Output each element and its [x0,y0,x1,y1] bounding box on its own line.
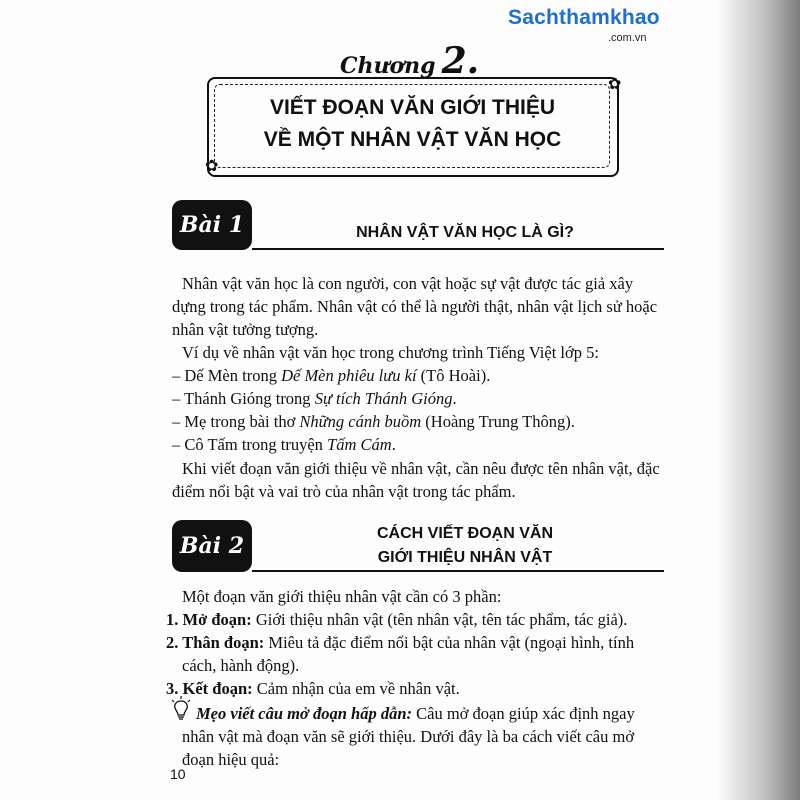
watermark-domain: .com.vn [608,32,647,44]
example-post: (Tô Hoài). [416,366,491,385]
lesson1-underline [252,248,664,250]
tip-line [196,702,635,725]
lesson2-heading [315,522,615,570]
intro-line: nhân vật tưởng tượng. [172,320,319,339]
intro-line: dựng trong tác phẩm. Nhân vật có thể là người thật, nhân vật lịch sử hoặc [172,297,658,316]
chapter-heading [340,40,479,82]
example-item [172,387,457,410]
example-post: (Hoàng Trung Thông). [421,412,575,431]
example-work: Sự tích Thánh Gióng [314,389,453,408]
example-work: Những cánh buồm [299,412,422,431]
page-number: 10 [170,766,186,782]
lesson1-badge: Bài 1 [172,200,252,250]
tip-text: Câu mở đoạn giúp xác định ngay [412,704,635,723]
example-item [172,433,396,456]
part-item [166,631,634,654]
lesson2-heading-line2: GIỚI THIỆU NHÂN VẬT [377,549,553,566]
page-edge-shadow [660,0,800,800]
part-item [166,677,460,700]
lesson2-underline [252,570,664,572]
chapter-title-line2: VỀ MỘT NHÂN VẬT VĂN HỌC [263,128,562,151]
chapter-number: 2. [441,40,480,82]
example-work: Dế Mèn phiêu lưu kí [281,366,417,385]
part-item [166,608,627,631]
part-label: 3. Kết đoạn: [166,679,253,698]
watermark-logo [508,6,660,44]
example-post: . [452,389,457,408]
watermark-name: Sachthamkhao [508,6,660,29]
tip-line: đoạn hiệu quả: [182,750,280,769]
example-pre: – Dế Mèn trong [172,366,282,385]
lesson1-closing [172,457,667,503]
chapter-title [210,92,615,156]
example-pre: – Thánh Gióng trong [172,389,315,408]
part-continuation: cách, hành động). [182,656,300,675]
example-pre: – Mẹ trong bài thơ [172,412,300,431]
part-text: Miêu tả đặc điểm nổi bật của nhân vật (ngoại hình, tính [264,633,635,652]
intro-line: Nhân vật văn học là con người, con vật hoặc sự vật được tác giả xây [182,274,634,293]
flower-icon: ✿ [608,76,622,93]
example-work: Tấm Cám [327,435,392,454]
closing-line: điểm nổi bật và vai trò của nhân vật trong tác phẩm. [172,482,516,501]
example-pre: – Cô Tấm trong truyện [172,435,328,454]
example-post: . [391,435,396,454]
tip-line: nhân vật mà đoạn văn sẽ giới thiệu. Dưới đây là ba cách viết câu mở [182,727,635,746]
examples-intro: Ví dụ về nhân vật văn học trong chương trình Tiếng Việt lớp 5: [182,343,599,362]
closing-line: Khi viết đoạn văn giới thiệu về nhân vật, cần nêu được tên nhân vật, đặc [182,459,660,478]
lightbulb-icon [170,696,192,722]
example-item [172,364,490,387]
part-text: Cảm nhận của em về nhân vật. [252,679,460,698]
lesson2-heading-line1: CÁCH VIẾT ĐOẠN VĂN [376,525,553,542]
lesson2-badge: Bài 2 [172,520,252,572]
lesson1-intro [172,272,667,341]
part-label: 1. Mở đoạn: [166,610,252,629]
chapter-word: Chương [340,53,436,79]
example-item [172,410,575,433]
tip-label: Mẹo viết câu mở đoạn hấp dẫn: [196,704,413,723]
lesson2-intro: Một đoạn văn giới thiệu nhân vật cần có 3 phần: [182,587,502,606]
part-text: Giới thiệu nhân vật (tên nhân vật, tên tác phẩm, tác giả). [251,610,628,629]
lesson1-heading: NHÂN VẬT VĂN HỌC LÀ GÌ? [356,224,574,241]
part-label: 2. Thân đoạn: [166,633,265,652]
flower-icon: ✿ [205,158,219,175]
chapter-title-line1: VIẾT ĐOẠN VĂN GIỚI THIỆU [269,96,556,119]
